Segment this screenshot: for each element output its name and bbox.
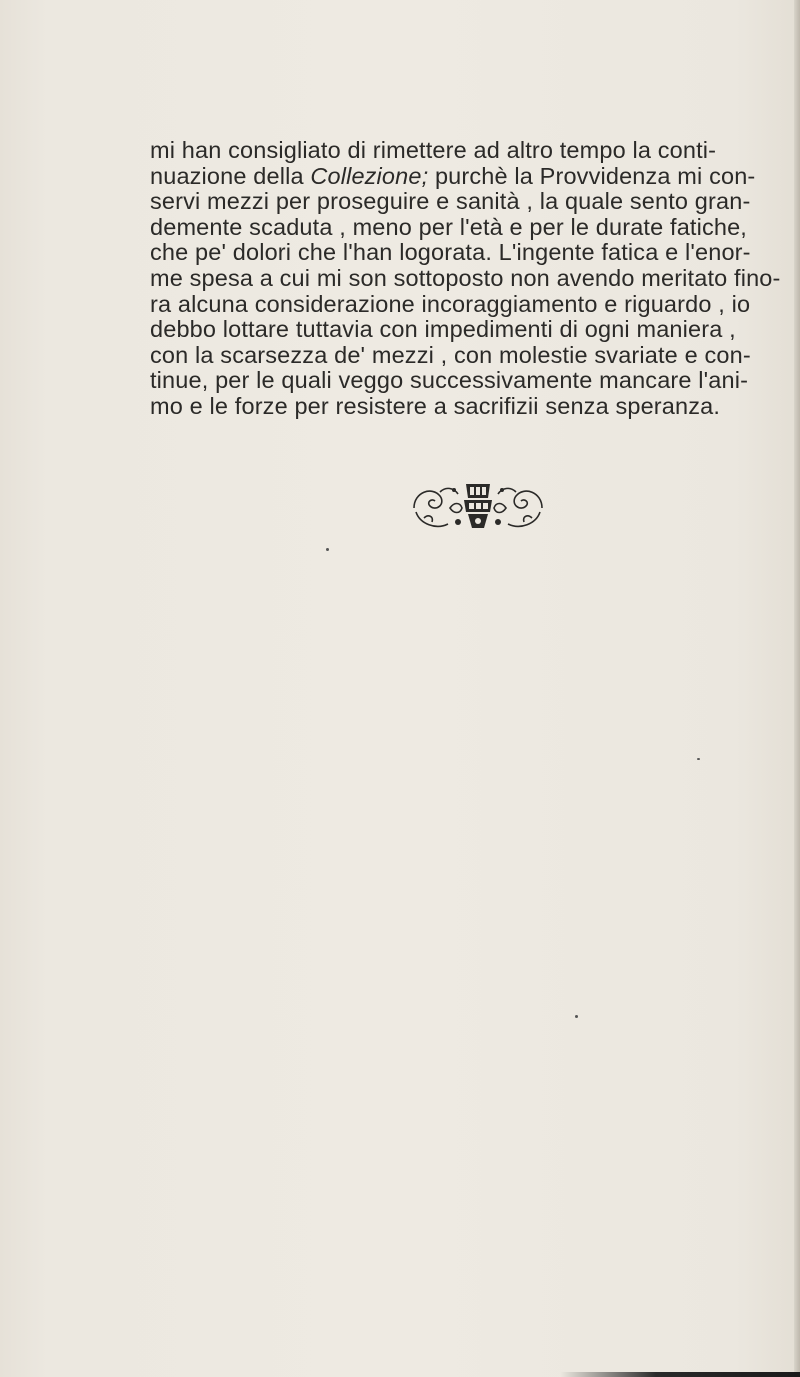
- page-edge-shadow: [794, 0, 800, 1377]
- text-line: ra alcuna considerazione incoraggiamento e riguardo , io: [150, 290, 751, 317]
- text-line: debbo lottare tuttavia con impedimenti di ogni maniera ,: [150, 316, 736, 343]
- text-line: mi han consigliato di rimettere ad altro tempo la conti-: [150, 137, 717, 163]
- floral-tailpiece-ornament-icon: [410, 478, 546, 534]
- text-line: me spesa a cui mi son sottoposto non avendo meritato fino-: [150, 264, 781, 291]
- paper-speck: [326, 548, 329, 551]
- collection-title: Collezione;: [310, 162, 429, 189]
- text-line: tinue, per le quali veggo successivamente mancare l'ani-: [150, 367, 749, 394]
- text-line: nuazione della Collezione; purchè la Provvidenza mi con-: [150, 162, 756, 189]
- body-paragraph: [150, 137, 781, 420]
- text-line: che pe' dolori che l'han logorata. L'ingente fatica e l'enor-: [150, 239, 751, 266]
- paper-speck: [575, 1015, 578, 1018]
- text-line: servi mezzi per proseguire e sanità , la quale sento gran-: [150, 188, 751, 215]
- text-line: demente scaduta , meno per l'età e per le durate fatiche,: [150, 213, 747, 240]
- paper-speck: [697, 758, 700, 760]
- text-line: mo e le forze per resistere a sacrifizii senza speranza.: [150, 392, 721, 419]
- page-bottom-shadow: [560, 1372, 800, 1377]
- text-line: con la scarsezza de' mezzi , con molestie svariate e con-: [150, 341, 751, 368]
